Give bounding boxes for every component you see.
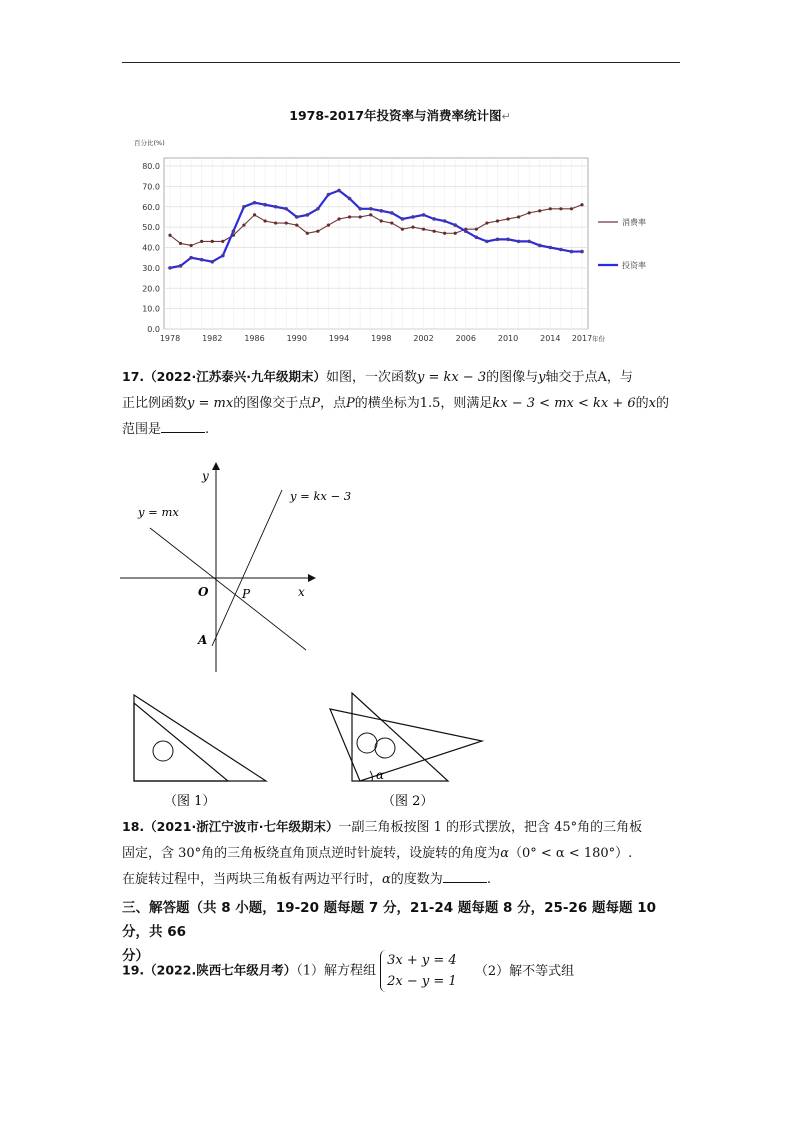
y-tick-label: 30.0 bbox=[142, 263, 160, 273]
data-point bbox=[337, 189, 341, 193]
data-point bbox=[379, 209, 383, 213]
caption-fig2: （图 2） bbox=[382, 794, 434, 809]
data-point bbox=[528, 211, 531, 214]
data-point bbox=[168, 266, 172, 270]
data-point bbox=[549, 207, 552, 210]
data-point bbox=[443, 219, 447, 223]
x-tick-label: 1994 bbox=[328, 334, 350, 343]
q17-number: 17. bbox=[122, 369, 145, 384]
legend-label: 投资率 bbox=[622, 261, 646, 270]
label-x: x bbox=[298, 585, 305, 599]
data-point bbox=[348, 197, 352, 201]
data-point bbox=[179, 264, 183, 268]
data-point bbox=[475, 236, 479, 240]
data-point bbox=[358, 207, 362, 211]
x-tick-label: 2014 bbox=[540, 334, 561, 343]
data-point bbox=[369, 213, 372, 216]
answer-blank-18[interactable] bbox=[443, 869, 487, 883]
y-tick-label: 50.0 bbox=[142, 223, 160, 233]
q18-number: 18. bbox=[122, 819, 145, 834]
data-point bbox=[242, 205, 246, 209]
data-point bbox=[306, 232, 309, 235]
data-point bbox=[422, 213, 426, 217]
x-tick-label: 1982 bbox=[202, 334, 223, 343]
data-point bbox=[538, 244, 542, 248]
data-point bbox=[580, 250, 584, 254]
data-point bbox=[422, 228, 425, 231]
y-tick-label: 70.0 bbox=[142, 182, 160, 192]
question-17: 17.（2022·江苏泰兴·九年级期末）如图，一次函数y = kx − 3的图像与y轴交于点A，与 正比例函数y = mx的图像交于点P，点P的横坐标为1.5，则满足kx − 3 < mx < kx + 6的x的 范围是 . bbox=[122, 369, 670, 437]
x-tick-label: 1990 bbox=[286, 334, 307, 343]
y-axis-arrow bbox=[212, 462, 220, 470]
data-point bbox=[454, 232, 457, 235]
data-point bbox=[496, 219, 499, 222]
data-point bbox=[274, 205, 278, 209]
data-point bbox=[337, 217, 340, 220]
label-p: P bbox=[242, 587, 251, 601]
x-tick-label: 1978 bbox=[159, 334, 181, 343]
q18-source: （2021·浙江宁波市·七年级期末） bbox=[144, 819, 339, 834]
data-point bbox=[327, 223, 330, 226]
data-point bbox=[485, 221, 488, 224]
data-point bbox=[517, 215, 520, 218]
data-point bbox=[316, 230, 319, 233]
data-point bbox=[411, 215, 415, 219]
caption-fig1: （图 1） bbox=[164, 794, 216, 809]
section-3-heading: 三、解答题（共 8 小题，19-20 题每题 7 分，21-24 题每题 8 分，25-26 题每题 10 分，共 66 分） bbox=[122, 900, 656, 964]
figure-1 bbox=[134, 695, 266, 781]
data-point bbox=[580, 203, 583, 206]
data-point bbox=[432, 217, 436, 221]
data-point bbox=[200, 258, 204, 262]
question-18: 18.（2021·浙江宁波市·七年级期末）一副三角板按图 1 的形式摆放，把含 45°角的三角板 固定，含 30°角的三角板绕直角顶点逆时针旋转，设旋转的角度为α（0° < α < 180°）. 在旋转过程中，当两块三角板有两边平行时，α的度数为 . bbox=[122, 819, 643, 887]
series-line-investment bbox=[170, 190, 582, 267]
data-point bbox=[517, 240, 521, 244]
data-point bbox=[211, 240, 214, 243]
data-point bbox=[506, 217, 509, 220]
data-point bbox=[190, 244, 193, 247]
data-point bbox=[527, 240, 531, 244]
equation-system: 3x + y = 4 2x − y = 1 bbox=[380, 950, 457, 992]
data-point bbox=[210, 260, 214, 264]
x-tick-label: 2006 bbox=[455, 334, 476, 343]
line-chart bbox=[130, 132, 690, 352]
data-point bbox=[168, 234, 171, 237]
data-point bbox=[411, 226, 414, 229]
data-point bbox=[390, 211, 394, 215]
q17-source: （2022·江苏泰兴·九年级期末） bbox=[144, 369, 326, 384]
q18-figures bbox=[120, 685, 500, 810]
x-tick-label: 2010 bbox=[497, 334, 519, 343]
data-point bbox=[559, 248, 563, 252]
data-point bbox=[464, 229, 468, 233]
data-point bbox=[380, 219, 383, 222]
chart-title: 1978-2017年投资率与消费率统计图↵ bbox=[289, 108, 511, 123]
x-tick-label: 1986 bbox=[244, 334, 265, 343]
label-y: y bbox=[202, 469, 209, 483]
data-point bbox=[179, 242, 182, 245]
data-point bbox=[253, 213, 256, 216]
data-point bbox=[253, 201, 257, 205]
x-tick-label: 2017 bbox=[571, 334, 593, 343]
data-point bbox=[570, 250, 574, 254]
q17-graph bbox=[110, 450, 370, 680]
data-point bbox=[401, 217, 405, 221]
q19-source: （2022.陕西七年级月考） bbox=[144, 962, 297, 978]
data-point bbox=[485, 240, 489, 244]
x-axis-arrow bbox=[308, 574, 316, 582]
legend-label: 消费率 bbox=[622, 218, 646, 227]
data-point bbox=[549, 246, 553, 250]
answer-blank-17[interactable] bbox=[161, 419, 205, 433]
alpha-label: α bbox=[376, 768, 385, 782]
y-tick-label: 10.0 bbox=[142, 304, 160, 314]
y-tick-label: 0.0 bbox=[147, 325, 160, 334]
data-point bbox=[538, 209, 541, 212]
label-line-kx: y = kx − 3 bbox=[290, 489, 352, 503]
y-axis-label: 百分比(%) bbox=[134, 139, 165, 147]
data-point bbox=[285, 221, 288, 224]
data-point bbox=[284, 207, 288, 211]
data-point bbox=[221, 254, 225, 258]
x-tick-label: 1998 bbox=[371, 334, 392, 343]
data-point bbox=[316, 207, 320, 211]
data-point bbox=[200, 240, 203, 243]
data-point bbox=[263, 203, 267, 207]
y-tick-label: 40.0 bbox=[142, 243, 160, 253]
label-a: A bbox=[198, 633, 208, 647]
data-point bbox=[475, 228, 478, 231]
data-point bbox=[348, 215, 351, 218]
data-point bbox=[433, 230, 436, 233]
data-point bbox=[570, 207, 573, 210]
question-19: 19.（2022.陕西七年级月考）（1）解方程组 3x + y = 4 2x − y = 1 （2）解不等式组 bbox=[122, 950, 682, 992]
figure-2 bbox=[330, 693, 482, 782]
data-point bbox=[453, 223, 457, 227]
data-point bbox=[189, 256, 193, 260]
data-point bbox=[232, 229, 236, 233]
line-y-mx bbox=[150, 528, 306, 650]
y-tick-label: 80.0 bbox=[142, 162, 160, 171]
data-point bbox=[443, 232, 446, 235]
data-point bbox=[295, 215, 299, 219]
y-tick-label: 20.0 bbox=[142, 284, 160, 294]
data-point bbox=[295, 223, 298, 226]
header-rule bbox=[122, 62, 680, 63]
data-point bbox=[263, 219, 266, 222]
label-o: O bbox=[198, 585, 209, 599]
data-point bbox=[506, 238, 510, 242]
x-tick-label: 2002 bbox=[413, 334, 434, 343]
q19-number: 19. bbox=[122, 962, 145, 978]
data-point bbox=[306, 213, 310, 217]
data-point bbox=[221, 240, 224, 243]
data-point bbox=[359, 215, 362, 218]
data-point bbox=[559, 207, 562, 210]
label-line-mx: y = mx bbox=[138, 505, 179, 519]
data-point bbox=[390, 221, 393, 224]
data-point bbox=[274, 221, 277, 224]
data-point bbox=[401, 228, 404, 231]
x-axis-label: 年份 bbox=[592, 335, 605, 343]
data-point bbox=[369, 207, 373, 211]
data-point bbox=[496, 238, 500, 242]
data-point bbox=[242, 223, 245, 226]
y-tick-label: 60.0 bbox=[142, 202, 160, 212]
data-point bbox=[327, 193, 331, 197]
